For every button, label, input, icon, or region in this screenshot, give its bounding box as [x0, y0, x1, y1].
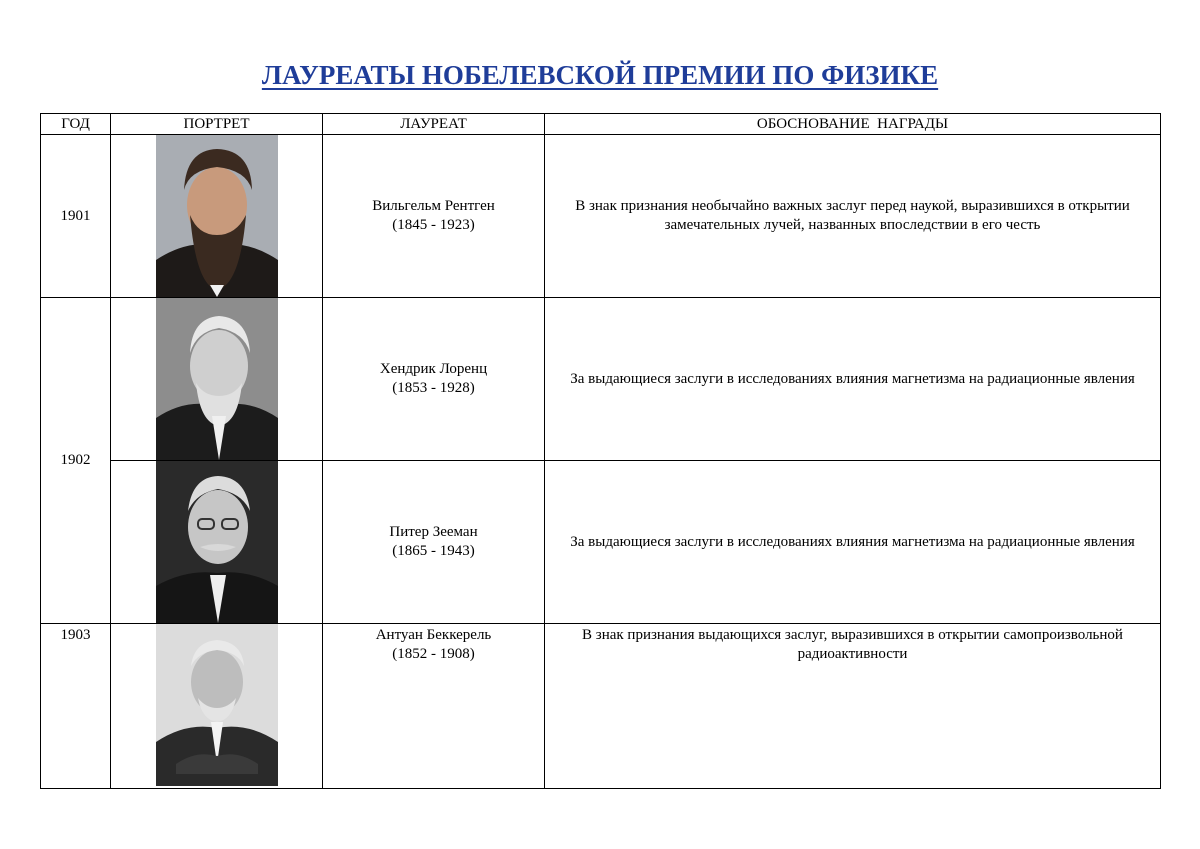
- portrait-image: [156, 461, 278, 623]
- portrait-image: [156, 624, 278, 786]
- reason-cell: За выдающиеся заслуги в исследованиях влияния магнетизма на радиационные явления: [545, 461, 1161, 624]
- reason-cell: В знак признания необычайно важных заслуг перед наукой, выразившихся в открытии замечательных лучей, названных впоследствии в его честь: [545, 135, 1161, 298]
- table-row: [41, 461, 1161, 624]
- laureates-table: [40, 113, 1161, 789]
- header-row: [41, 114, 1161, 135]
- portrait-cell: [111, 298, 323, 461]
- portrait-photo-becquerel: [156, 624, 278, 786]
- header-portrait: ПОРТРЕТ: [111, 114, 323, 135]
- laureate-name: Вильгельм Рентген: [372, 198, 495, 214]
- laureate-name: Хендрик Лоренц: [379, 361, 488, 377]
- portrait-cell: [111, 624, 323, 789]
- table-row: [41, 624, 1161, 789]
- header-reason: ОБОСНОВАНИЕ НАГРАДЫ: [545, 114, 1161, 135]
- laureate-lifespan: (1865 - 1943): [392, 543, 475, 559]
- portrait-image: [156, 298, 278, 460]
- laureate-name: Антуан Беккерель: [375, 627, 492, 643]
- year-cell: 1901: [41, 135, 111, 298]
- table-row: [41, 135, 1161, 298]
- year-cell: 1903: [41, 624, 111, 789]
- reason-cell: В знак признания выдающихся заслуг, выразившихся в открытии самопроизвольной радиоактивности: [545, 624, 1161, 789]
- portrait-photo-lorentz: [156, 298, 278, 460]
- table-row: [41, 298, 1161, 461]
- laureate-lifespan: (1853 - 1928): [392, 380, 475, 396]
- laureate-lifespan: (1852 - 1908): [392, 646, 475, 662]
- portrait-image: [156, 135, 278, 297]
- laureate-cell: [323, 461, 545, 624]
- portrait-cell: [111, 135, 323, 298]
- year-cell: 1902: [41, 298, 111, 624]
- portrait-cell: [111, 461, 323, 624]
- header-laureate: ЛАУРЕАТ: [323, 114, 545, 135]
- reason-cell: За выдающиеся заслуги в исследованиях влияния магнетизма на радиационные явления: [545, 298, 1161, 461]
- laureate-name: Питер Зееман: [389, 524, 478, 540]
- laureate-lifespan: (1845 - 1923): [392, 217, 475, 233]
- laureate-cell: [323, 624, 545, 789]
- header-year: ГОД: [41, 114, 111, 135]
- laureate-cell: [323, 298, 545, 461]
- portrait-photo-zeeman: [156, 461, 278, 623]
- portrait-photo-rontgen: [156, 135, 278, 297]
- page-title: ЛАУРЕАТЫ НОБЕЛЕВСКОЙ ПРЕМИИ ПО ФИЗИКЕ: [261, 60, 939, 90]
- laureate-cell: [323, 135, 545, 298]
